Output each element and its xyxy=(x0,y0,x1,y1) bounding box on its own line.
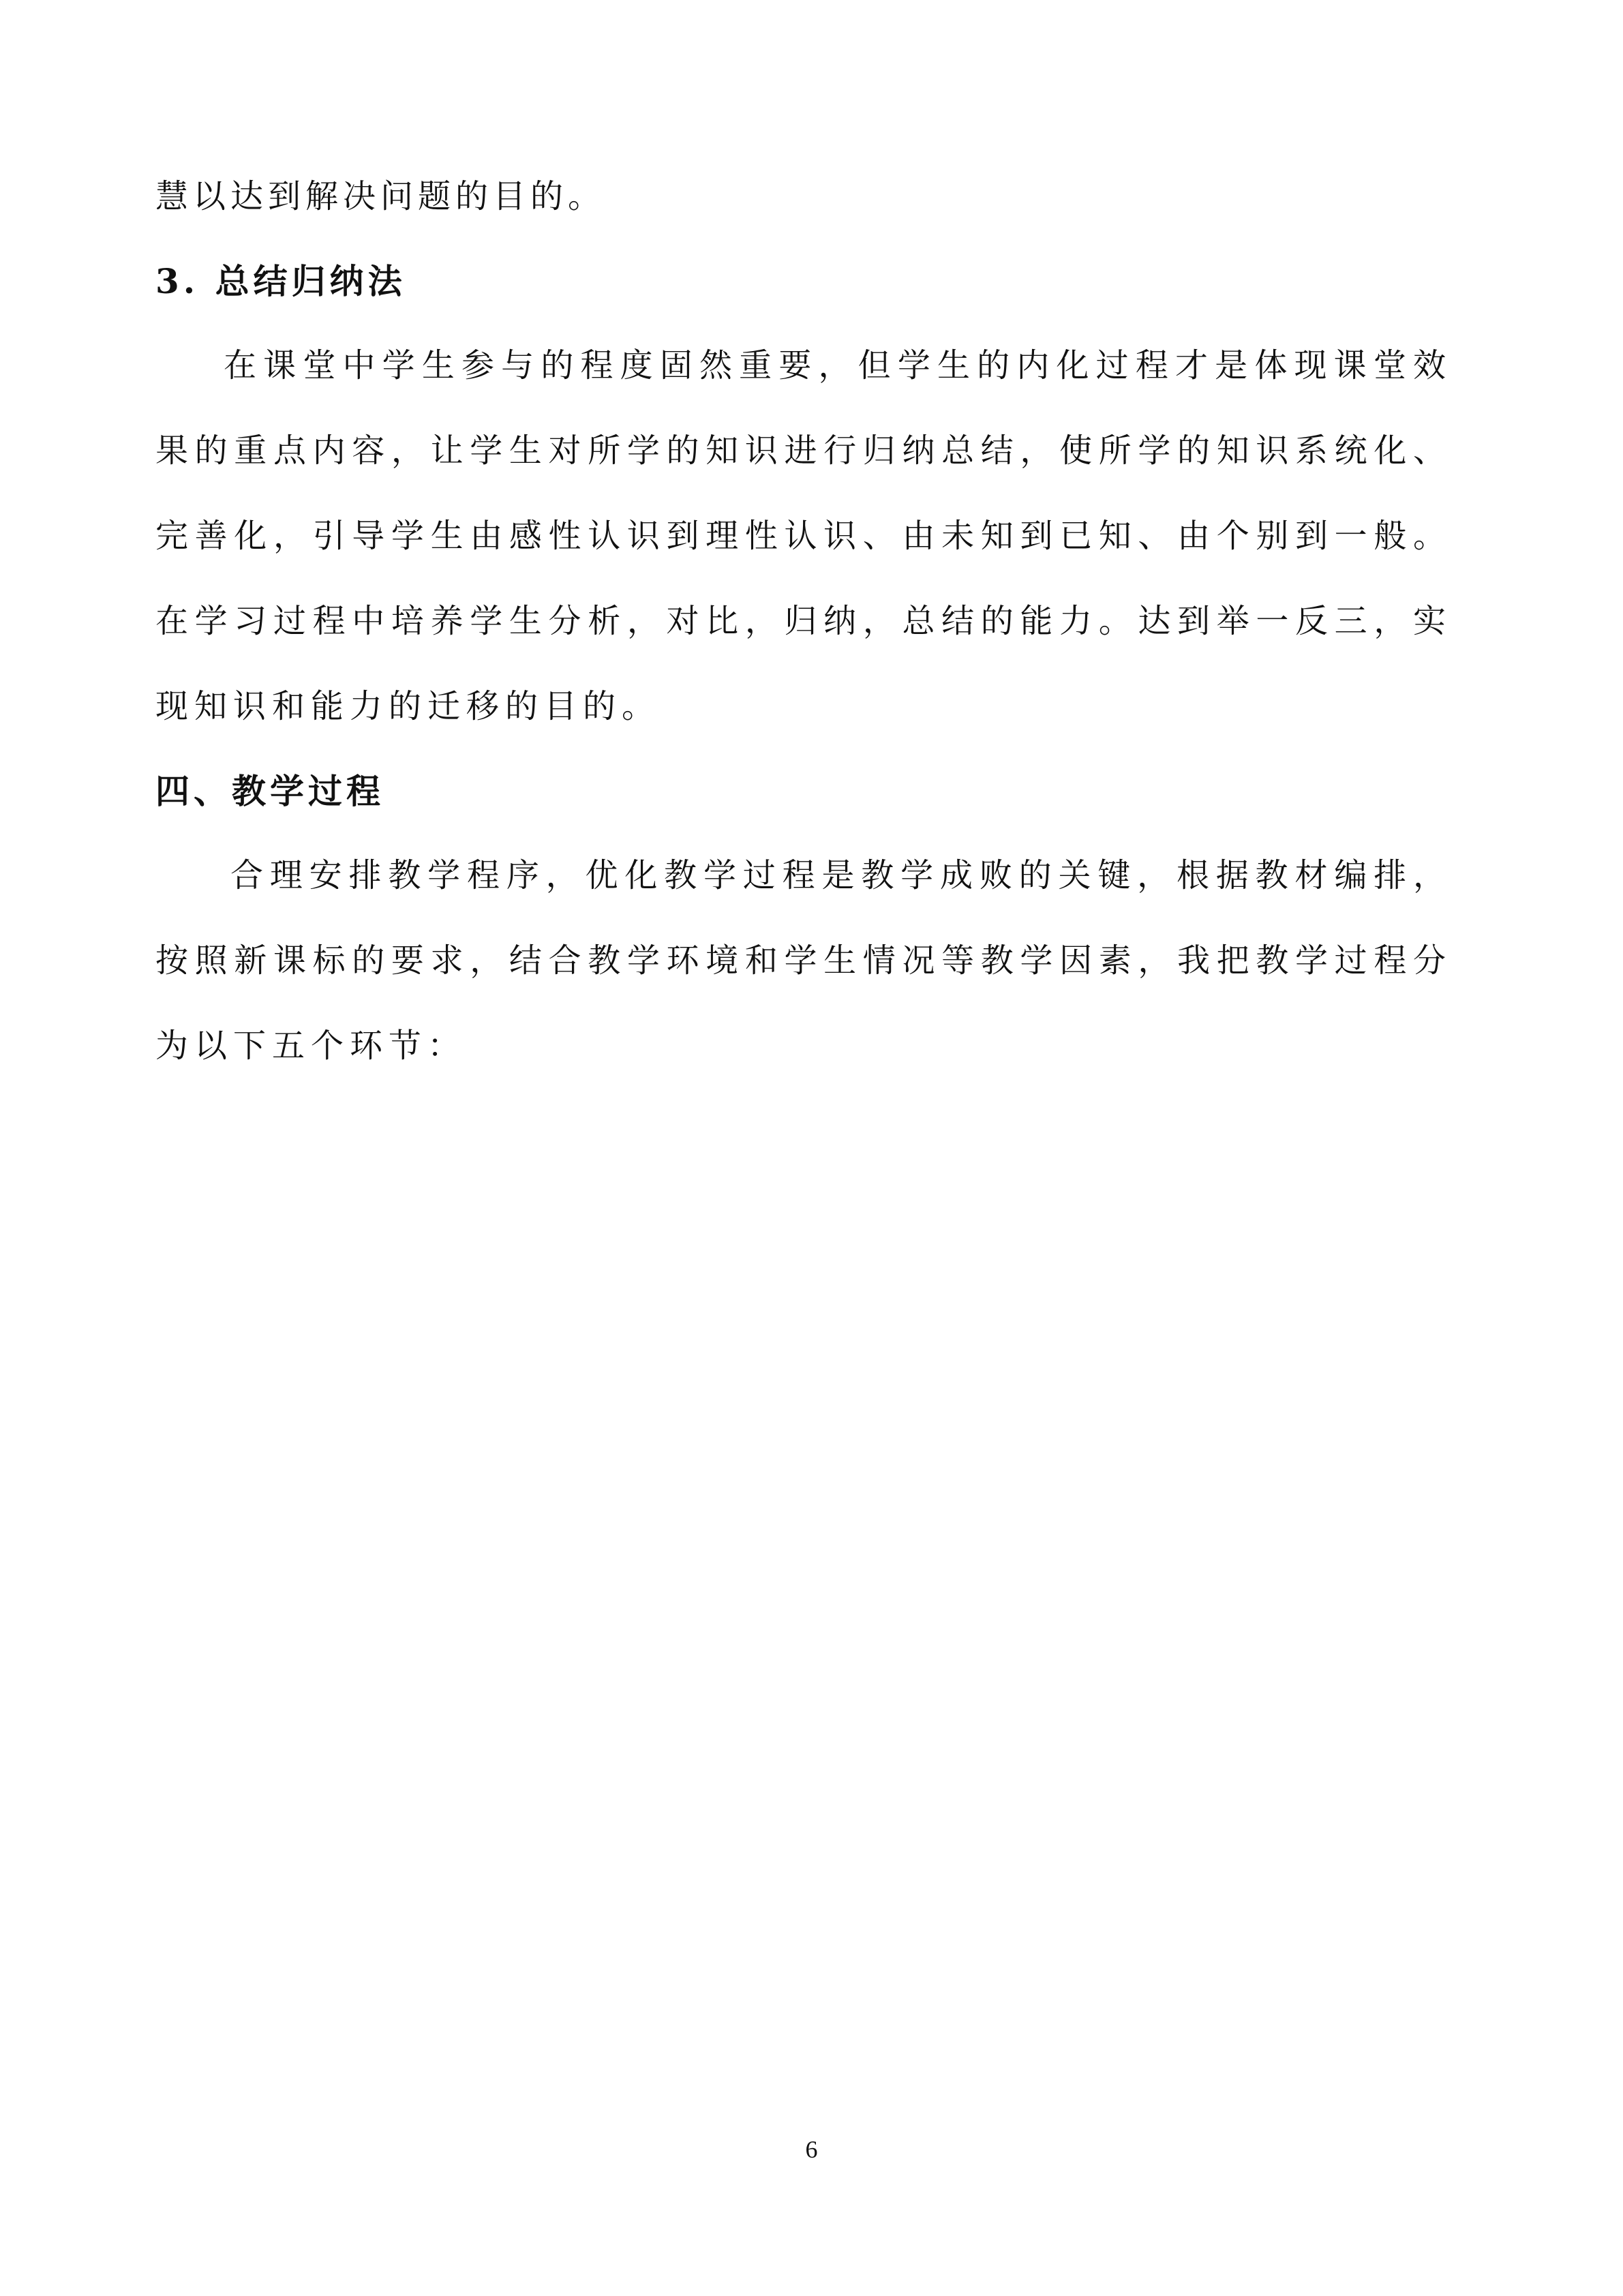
section-3-heading: 3. 总结归纳法 xyxy=(155,261,406,301)
section-3-paragraph: 在课堂中学生参与的程度固然重要，但学生的内化过程才是体现课堂效果的重点内容，让学生对所学的知识进行归纳总结，使所学的知识系统化、完善化，引导学生由感性认识到理性认识、由未知到已知、由个别到一般。在学习过程中培养学生分析，对比，归纳，总结的能力。达到举一反三，实现知识和能力的迁移的目的。 xyxy=(155,346,1452,725)
continuation-text: 慧以达到解决问题的目的。 xyxy=(155,177,606,215)
page-number: 6 xyxy=(805,2136,818,2163)
section-4-heading: 四、教学过程 xyxy=(155,771,384,811)
section-4-paragraph: 合理安排教学程序，优化教学过程是教学成败的关键，根据教材编排，按照新课标的要求，结合教学环境和学生情况等教学因素，我把教学过程分为以下五个环节： xyxy=(155,856,1452,1065)
